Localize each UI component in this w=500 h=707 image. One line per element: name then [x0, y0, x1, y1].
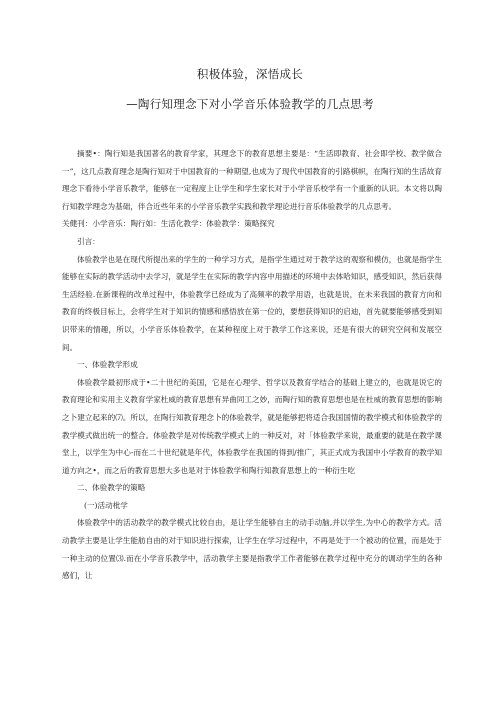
keywords-line: 关健刊：小学音乐：陶行如：生活化教学：体验教学：策略探究	[62, 219, 275, 229]
document-subtitle: —陶行知理念下对小学音乐体验教学的几点思考	[126, 97, 374, 111]
section-heading-formation: 一、体验教学形成	[77, 360, 138, 370]
intro-paragraph: 体验教学也是在现代所提出来的学生的一种学习方式，是指学生通过对于教学这的观察和模仿，也就是指学生能够在实际的教学活动中去学习，就是学生在实际的教学内容中用描述的环境中去体哈知识，感受知识，然后获得生活经验.在新课程的改单过程中，体验教学已经成为了高频率的教学用语，也就是说，在未来我国的教育方向和教育的终极目标上，会将学生对于知识的情感和感悟放在第一位的，要想获得知识的启迪，首先就要能够感受到知识带来的情趣，所以，小学音乐体验教学，在某种程度上对于教学工作这来说，还是有很大的研究空间和发展空间。	[62, 254, 442, 352]
subsection-heading-activity: (一)活动枇学	[84, 500, 128, 510]
section-paragraph-formation: 体验教学最初形成于•二十世纪的美国，它是在心理学、哲学以及教育学结合的基础上建立的，也就是说它的教育理论和实用主义教育学家杜威的教育思想有异曲同工之妙，而陶行知的教育思想也是在杜威的教育思想的影响之卜建立起来的⑺。所以，在陶行知教育理念卜的体验教学，就是能够把将适合我国国情的教学模式和体验教学的教学模式做出统一的整合。体验教学是对传统教学模式上的一种反对，对「体验教学来说，最重要的就是在教学课堂上，以学生为中心-而在二十世纪就是年代，体验教学在我国的得到/推广，其正式成为我国中小学教育的教学知道方向之•，而之后的教育思想大多也是对于体验教学和陶行知教育思想上的一种衍生吃	[62, 377, 442, 475]
document-title: 积极体验，深悟成长	[196, 67, 304, 81]
abstract-paragraph: 摘要•：陶行知是我国著名的教育学家，其理念下的教育思想主要是：“生活即教育、社会即学校、教学做合一”，这几点教育理念是陶行知对于中国教育的一种期望,也成为了现代中国教育的引路棋帜，在陶行知的生活故育理念下看待小学音乐教学，能够在一定程度上让学生和学生家长对于小学音乐校学有一个重新的认识。本文将以陶行知教学理念为基础，伴合近些年来的小学音乐教学实践和教学理论进行音乐体验教学的几点思考。	[62, 149, 442, 211]
subsection-paragraph-activity: 体验教学中的活动教学的教学模式比较自由，是让学生能够自主的动手动脑,并以学生,为中心的教学方式。活动教学主要是让学生能舫自由的对于知识进行探索，让学生在学习过程中，不再是处于一个被动的位置，而是处于一种主动的位置⑶.而在小学音乐教学中，活动教学主要是指教学工作者能够在教学过程中充分的调动学生的各种感们，让	[62, 518, 442, 581]
document-body	[62, 145, 442, 585]
section-heading-strategy: 二、体验教学的策略	[77, 483, 146, 493]
intro-heading: 引言：	[77, 236, 100, 246]
